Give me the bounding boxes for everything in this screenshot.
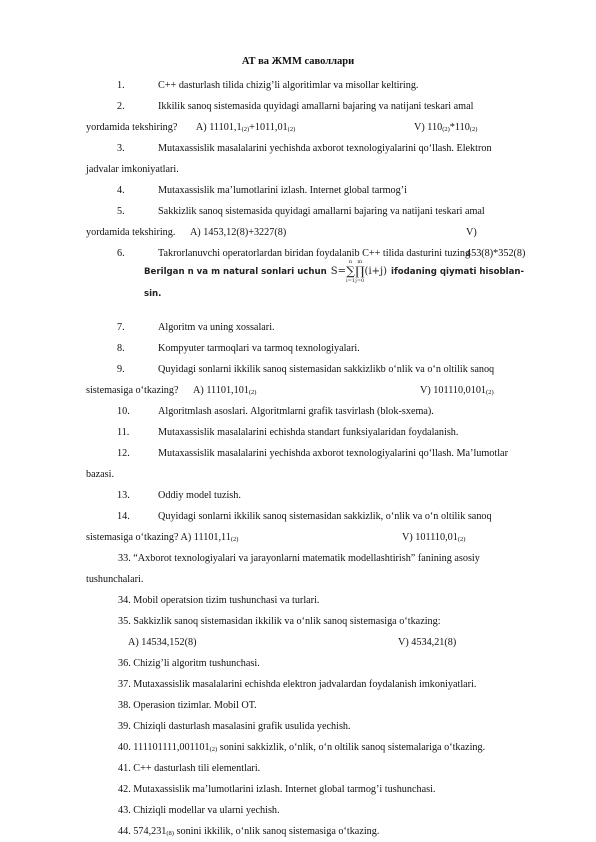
question-text-cont: sistemasiga o‘tkazing? <box>86 385 179 396</box>
question-33: 33. “Axborot texnologiyalari va jarayonlarni matematik modellashtirish” fanining asosiy <box>118 553 480 564</box>
question-text: Mutaxassislik ma’lumotlarini izlash. Internet global tarmog’i <box>158 185 407 196</box>
question-number: 1. <box>117 80 125 91</box>
question-number: 3. <box>117 143 125 154</box>
question-34: 34. Mobil operatsion tizim tushunchasi va turlari. <box>118 595 320 606</box>
question-5 <box>86 201 534 222</box>
question-2 <box>86 96 534 117</box>
question-10 <box>86 401 534 422</box>
question-text: Algoritmlash asoslari. Algoritmlarni grafik tasvirlash (blok-sxema). <box>158 406 434 417</box>
question-text: Quyidagi sonlarni ikkilik sanoq sistemasidan sakkizlik, o‘nlik va o‘n oltilik sanoq <box>158 511 492 522</box>
question-38: 38. Operasion tizimlar. Mobil OT. <box>118 700 257 711</box>
formula-expression: S= n ∑ i=1 m ∏ j=0 (i+j) <box>330 259 388 284</box>
question-11 <box>86 422 534 443</box>
option-a: A) $11101,1_{(2)}+1011,01_{(2)}$ <box>195 122 296 133</box>
question-9-options <box>86 380 534 401</box>
option-a: sistemasiga o‘tkazing? A) $11101,11_{(2)}$ <box>86 532 239 543</box>
formula-pre: Berilgan n va m natural sonlari uchun <box>144 266 327 277</box>
question-number: 10. <box>117 406 130 417</box>
question-number: 6. <box>117 248 125 259</box>
question-12-cont: bazasi. <box>86 469 115 480</box>
question-4 <box>86 180 534 201</box>
question-text: Takrorlanuvchi operatorlardan biridan foydalanib C++ tilida dasturini tuzing <box>158 248 471 259</box>
option-v: V) $101110,01_{(2)}$ <box>402 532 466 543</box>
question-number: 7. <box>117 322 125 333</box>
question-40: 40. $111101111,001101_{(2)}$ sonini sakkizlik, o‘nlik, o‘n oltilik sanoq sistemalariga o‘tkazing. <box>118 742 486 753</box>
question-13 <box>86 485 534 506</box>
question-36: 36. Chizig’li algoritm tushunchasi. <box>118 658 260 669</box>
question-number: 11. <box>117 427 130 438</box>
question-41: 41. C++ dasturlash tili elementlari. <box>118 763 261 774</box>
option-v: V) $101110,0101_{(2)}$ <box>420 385 494 396</box>
question-text: C++ dasturlash tilida chizig’li algoritimlar va misollar keltiring. <box>158 80 419 91</box>
question-number: 4. <box>117 185 125 196</box>
page-title: АТ ва ЖММ саволлари <box>241 56 355 67</box>
question-text-cont: yordamida tekshiring? <box>86 122 178 133</box>
question-text: Mutaxassislik masalalarini yechishda axborot texnologiyalarini qo‘llash. Elektron <box>158 143 492 154</box>
question-9 <box>86 359 534 380</box>
question-3-cont: jadvalar imkoniyatlari. <box>86 164 179 175</box>
question-43: 43. Chiziqli modellar va ularni yechish. <box>118 805 280 816</box>
question-7 <box>86 317 534 338</box>
question-3 <box>86 138 534 159</box>
question-text: Oddiy model tuzish. <box>158 490 241 501</box>
formula-block <box>144 258 524 303</box>
option-v: V) 4534,21(8) <box>398 637 457 648</box>
question-12 <box>86 443 534 464</box>
question-number: 9. <box>117 364 125 375</box>
question-text: Algoritm va uning xossalari. <box>158 322 275 333</box>
question-number: 5. <box>117 206 125 217</box>
question-37: 37. Mutaxassislik masalalarini echishda elektron jadvalardan foydalanish imkoniyatlari. <box>118 679 477 690</box>
question-text: Sakkizlik sanoq sistemasida quyidagi amallarni bajaring va natijani teskari amal <box>158 206 485 217</box>
question-text: Kompyuter tarmoqlari va tarmoq texnologiyalari. <box>158 343 360 354</box>
question-8 <box>86 338 534 359</box>
question-text: Quyidagi sonlarni ikkilik sanoq sistemasidan sakkizlikb o‘nlik va o‘n oltilik sanoq <box>158 364 495 375</box>
question-text-cont: yordamida tekshiring. <box>86 227 176 238</box>
formula-post: ifodaning qiymati hisoblan- <box>391 266 525 277</box>
option-v: V) $110_{(2)}*110_{(2)}$ <box>414 122 478 133</box>
question-14 <box>86 506 534 527</box>
question-2-options <box>86 117 534 138</box>
question-text: Mutaxassislik masalalarini echishda standart funksiyalaridan foydalanish. <box>158 427 459 438</box>
question-42: 42. Mutaxassislik ma’lumotlarini izlash. Internet global tarmog’i tushunchasi. <box>118 784 436 795</box>
question-number: 13. <box>117 490 130 501</box>
question-39: 39. Chiziqli dasturlash masalasini grafik usulida yechish. <box>118 721 351 732</box>
question-44: 44. $574,231_{(8)}$ sonini ikkilik, o‘nlik sanoq sistemasiga o‘tkazing. <box>118 826 380 837</box>
option-v: V) 453(8)*352(8) <box>466 227 526 259</box>
formula-line2: sin. <box>144 289 162 299</box>
question-number: 12. <box>117 448 130 459</box>
option-a: A) 14534,152(8) <box>128 637 197 648</box>
question-14-options <box>86 527 534 548</box>
question-number: 8. <box>117 343 125 354</box>
question-number: 2. <box>117 101 125 112</box>
option-a: A) 1453,12(8)+3227(8) <box>189 227 287 238</box>
option-a: A) $11101,101_{(2)}$ <box>193 385 257 396</box>
question-35-options <box>128 632 548 653</box>
question-1 <box>86 75 534 96</box>
question-33-cont: tushunchalari. <box>86 574 144 585</box>
question-35: 35. Sakkizlik sanoq sistemasidan ikkilik va o‘nlik sanoq sistemasiga o‘tkazing: <box>118 616 441 627</box>
question-text: Ikkilik sanoq sistemasida quyidagi amallarni bajaring va natijani teskari amal <box>158 101 474 112</box>
question-text: Mutaxassislik masalalarini yechishda axborot texnologiyalarini qo‘llash. Ma’lumotlar <box>158 448 508 459</box>
question-number: 14. <box>117 511 130 522</box>
